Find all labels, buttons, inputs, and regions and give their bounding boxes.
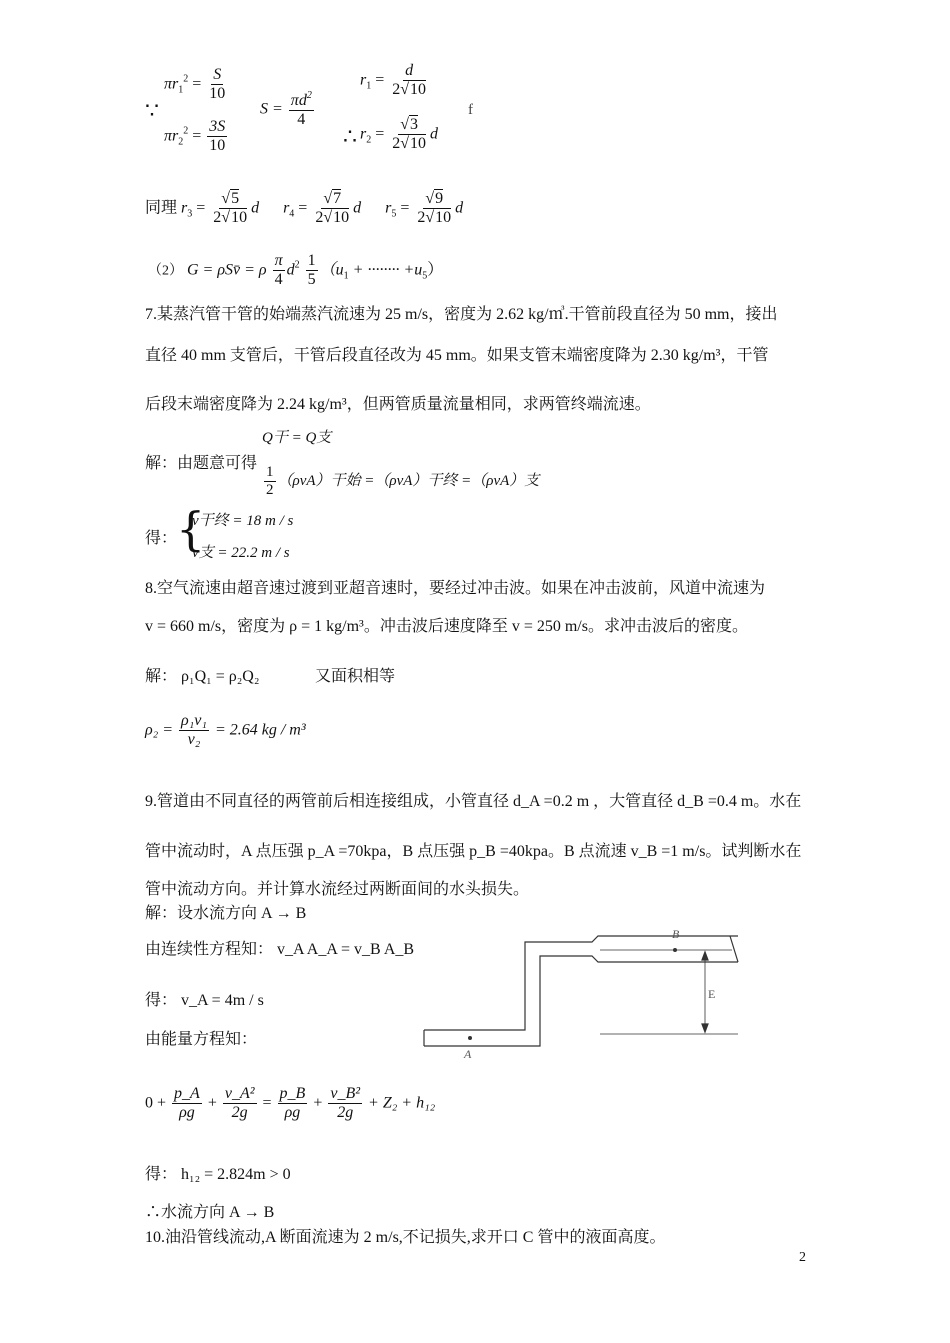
p7-q-eq: Q干 = Q支	[262, 430, 332, 446]
tongli-label: 同理	[145, 199, 178, 217]
rho-eq: （ρvA）干始 =（ρvA）干终 =（ρvA）支	[277, 473, 540, 490]
point-A	[468, 1036, 472, 1040]
d: d	[455, 199, 464, 217]
root: 10	[333, 209, 350, 227]
equals: =	[262, 1094, 272, 1112]
r: r	[283, 199, 290, 217]
den: 10	[209, 137, 226, 155]
num: p_A	[172, 1085, 202, 1104]
sub: 5	[422, 270, 428, 282]
two: 2	[315, 209, 324, 227]
den: 2√10	[213, 209, 248, 227]
p8-area: 又面积相等	[315, 668, 396, 685]
r: r	[181, 199, 188, 217]
p9-line2: 管中流动时，A 点压强 p_A =70kpa，B 点压强 p_B =40kpa。B 点流速 v_B =1 m/s。试判断水在	[145, 843, 802, 860]
arrow-down	[702, 1024, 708, 1032]
p7-sol-label: 解：由题意可得	[145, 455, 258, 472]
two: 2	[392, 81, 401, 99]
num: 1	[306, 252, 318, 271]
p9-line3: 管中流动方向。并计算水流经过两断面间的水头损失。	[145, 881, 530, 898]
d: d	[353, 199, 362, 217]
frac-vB2	[328, 1085, 362, 1123]
num: 1	[264, 464, 276, 482]
equals: =	[196, 199, 206, 217]
S-eq: S =	[260, 100, 283, 118]
g-lhs: G = ρSv̄ = ρ	[187, 261, 267, 279]
pi-r-text: πr	[164, 127, 179, 145]
frac-r5	[415, 190, 453, 228]
tongli-line	[145, 190, 463, 228]
p7-v1: v干终 = 18 m / s	[192, 513, 294, 529]
p9-energy: 由能量方程知：	[145, 1031, 258, 1048]
p7-v2: v支 = 22.2 m / s	[192, 545, 290, 561]
num	[289, 90, 314, 111]
r: r	[385, 199, 392, 217]
num: √3	[398, 116, 420, 135]
p7-de: 得：	[145, 530, 178, 547]
frac-root3-2root10	[390, 116, 428, 154]
den: 4	[274, 271, 283, 289]
sum-mid: + ········ +u	[348, 261, 423, 279]
frac-3S-10	[207, 118, 227, 156]
p8-rho2	[145, 712, 306, 750]
eq-r2	[360, 116, 438, 154]
d: d	[430, 125, 439, 143]
sup-2: 2	[183, 125, 189, 137]
frac-pi-4	[273, 252, 285, 290]
p7-line2: 直径 40 mm 支管后，干管后段直径改为 45 mm。如果支管末端密度降为 2.30 kg/m³，干管	[145, 347, 769, 364]
stray-f: f	[468, 102, 473, 118]
p9-h12: 得： h₁₂ = 2.824m > 0	[145, 1166, 291, 1183]
pid: πd	[290, 92, 307, 109]
sub: 3	[187, 208, 193, 220]
frac-S-10	[207, 66, 227, 104]
root: 7	[333, 190, 342, 207]
num: d	[403, 62, 415, 81]
root: 9	[435, 190, 444, 207]
p9-energy-eq: 0 + $\frac{p\_A}{\rho g}$ + $\frac{\text{v\_A²}}{2g}$ = $\frac{p\_B}{\rho g}$ + $\frac{\text{v\_B²}}{2g}$ + Z₂ + h₁₂	[145, 1085, 436, 1122]
den: 2g	[337, 1104, 354, 1122]
frac-pid2-4	[289, 90, 314, 130]
den: v₂	[187, 731, 201, 749]
p9-continuity: 由连续性方程知： v_A A_A = v_B A_B	[145, 941, 415, 958]
r: r	[360, 125, 367, 143]
equals: =	[192, 127, 202, 145]
den: 2	[266, 482, 274, 499]
zero: 0 +	[145, 1094, 167, 1112]
brace: {	[176, 502, 206, 556]
frac-r3	[211, 190, 249, 228]
arrow-up	[702, 952, 708, 960]
sup-2: 2	[183, 73, 189, 85]
den: 2√10	[392, 81, 427, 99]
pi-r-text: πr	[164, 75, 179, 93]
num: √7	[321, 190, 343, 209]
frac-pA	[172, 1085, 202, 1123]
because-symbol: ∵	[145, 98, 159, 123]
p9-conclusion: ∴水流方向 A → B	[145, 1204, 275, 1221]
d: d	[251, 199, 260, 217]
num: v_A²	[223, 1085, 257, 1104]
therefore-symbol: ∴	[343, 124, 357, 149]
d: d	[286, 261, 295, 279]
frac-rho1v1-v2	[179, 712, 209, 750]
p7-line1: 7.某蒸汽管干管的始端蒸汽流速为 25 m/s，密度为 2.62 kg/㎥.干管前段直径为 50 mm，接出	[145, 306, 778, 323]
root: 10	[410, 81, 427, 99]
root: 10	[435, 209, 452, 227]
den: 4	[297, 111, 306, 129]
den: 2√10	[417, 209, 452, 227]
two: 2	[417, 209, 426, 227]
result: = 2.64 kg / m³	[214, 721, 306, 739]
p7-rho-eq	[262, 464, 539, 500]
p9-assume: 解：设水流方向 A → B	[145, 905, 307, 922]
equals: =	[298, 199, 308, 217]
p9-va: 得： v_A = 4m / s	[145, 992, 264, 1009]
sub: 4	[289, 208, 295, 220]
frac-vA2	[223, 1085, 257, 1123]
root: 10	[231, 209, 248, 227]
two: 2	[213, 209, 222, 227]
eq-r1-area	[164, 66, 229, 104]
sum-start: （u	[319, 261, 344, 279]
den: 2√10	[392, 135, 427, 153]
label-height: E	[708, 987, 716, 1001]
num: π	[273, 252, 285, 271]
num: v_B²	[328, 1085, 362, 1104]
rho2: ρ₂ =	[145, 721, 174, 739]
num: ρ₁v₁	[179, 712, 209, 731]
label-A: A	[464, 1047, 472, 1060]
tail: + Z₂ + h₁₂	[368, 1094, 436, 1112]
frac-1-5	[306, 252, 318, 290]
point-B	[673, 948, 677, 952]
label-B: B	[672, 927, 680, 941]
page-number: 2	[799, 1250, 806, 1265]
sum-end: ）	[427, 261, 444, 279]
pipe-diagram	[420, 920, 740, 1060]
eq-r2-area	[164, 118, 229, 156]
frac-half	[264, 464, 276, 500]
equals: =	[400, 199, 410, 217]
sup: 2	[294, 259, 300, 271]
frac-r4	[313, 190, 351, 228]
p7-line3: 后段末端密度降为 2.24 kg/m³，但两管质量流量相同，求两管终端流速。	[145, 396, 651, 413]
den: 5	[307, 271, 316, 289]
g-formula	[148, 252, 443, 290]
num: S	[211, 66, 223, 85]
den: 2√10	[315, 209, 350, 227]
den: 2g	[231, 1104, 248, 1122]
den: ρg	[284, 1104, 301, 1122]
sub: 1	[343, 270, 349, 282]
frac-pB	[278, 1085, 308, 1123]
num: √5	[219, 190, 241, 209]
root: 3	[410, 116, 419, 133]
p8-line2: v = 660 m/s，密度为 ρ = 1 kg/m³。冲击波后速度降至 v = 250 m/s。求冲击波后的密度。	[145, 618, 748, 635]
den: 10	[209, 85, 226, 103]
root: 10	[410, 135, 427, 153]
root: 5	[231, 190, 240, 207]
p8-line1: 8.空气流速由超音速过渡到亚超音速时，要经过冲击波。如果在冲击波前，风道中流速为	[145, 580, 766, 597]
sub-2: 2	[178, 136, 184, 148]
eq-S-area	[260, 90, 316, 130]
eq-r1	[360, 62, 430, 100]
pipe-end-right	[730, 936, 738, 962]
equals: =	[192, 75, 202, 93]
pipe-lower-wall	[424, 956, 738, 1046]
g-label: （2）	[148, 263, 183, 279]
p10-line1: 10.油沿管线流动,A 断面流速为 2 m/s,不记损失,求开口 C 管中的液面高度。	[145, 1229, 666, 1246]
equals: =	[375, 71, 385, 89]
equals: =	[375, 125, 385, 143]
num: √9	[423, 190, 445, 209]
frac-d-2root10	[390, 62, 428, 100]
num: 3S	[207, 118, 227, 137]
sub: 2	[366, 134, 372, 146]
sub: 5	[391, 208, 397, 220]
r: r	[360, 71, 367, 89]
sub-1: 1	[178, 84, 184, 96]
p8-sol: 解： ρ₁Q₁ = ρ₂Q₂	[145, 668, 260, 685]
two: 2	[392, 135, 401, 153]
den: ρg	[179, 1104, 195, 1122]
num: p_B	[278, 1085, 308, 1104]
p9-line1: 9.管道由不同直径的两管前后相连接组成，小管直径 d_A =0.2 m ，大管直径 d_B =0.4 m。水在	[145, 793, 802, 810]
sup: 2	[306, 90, 312, 101]
sub: 1	[366, 80, 372, 92]
